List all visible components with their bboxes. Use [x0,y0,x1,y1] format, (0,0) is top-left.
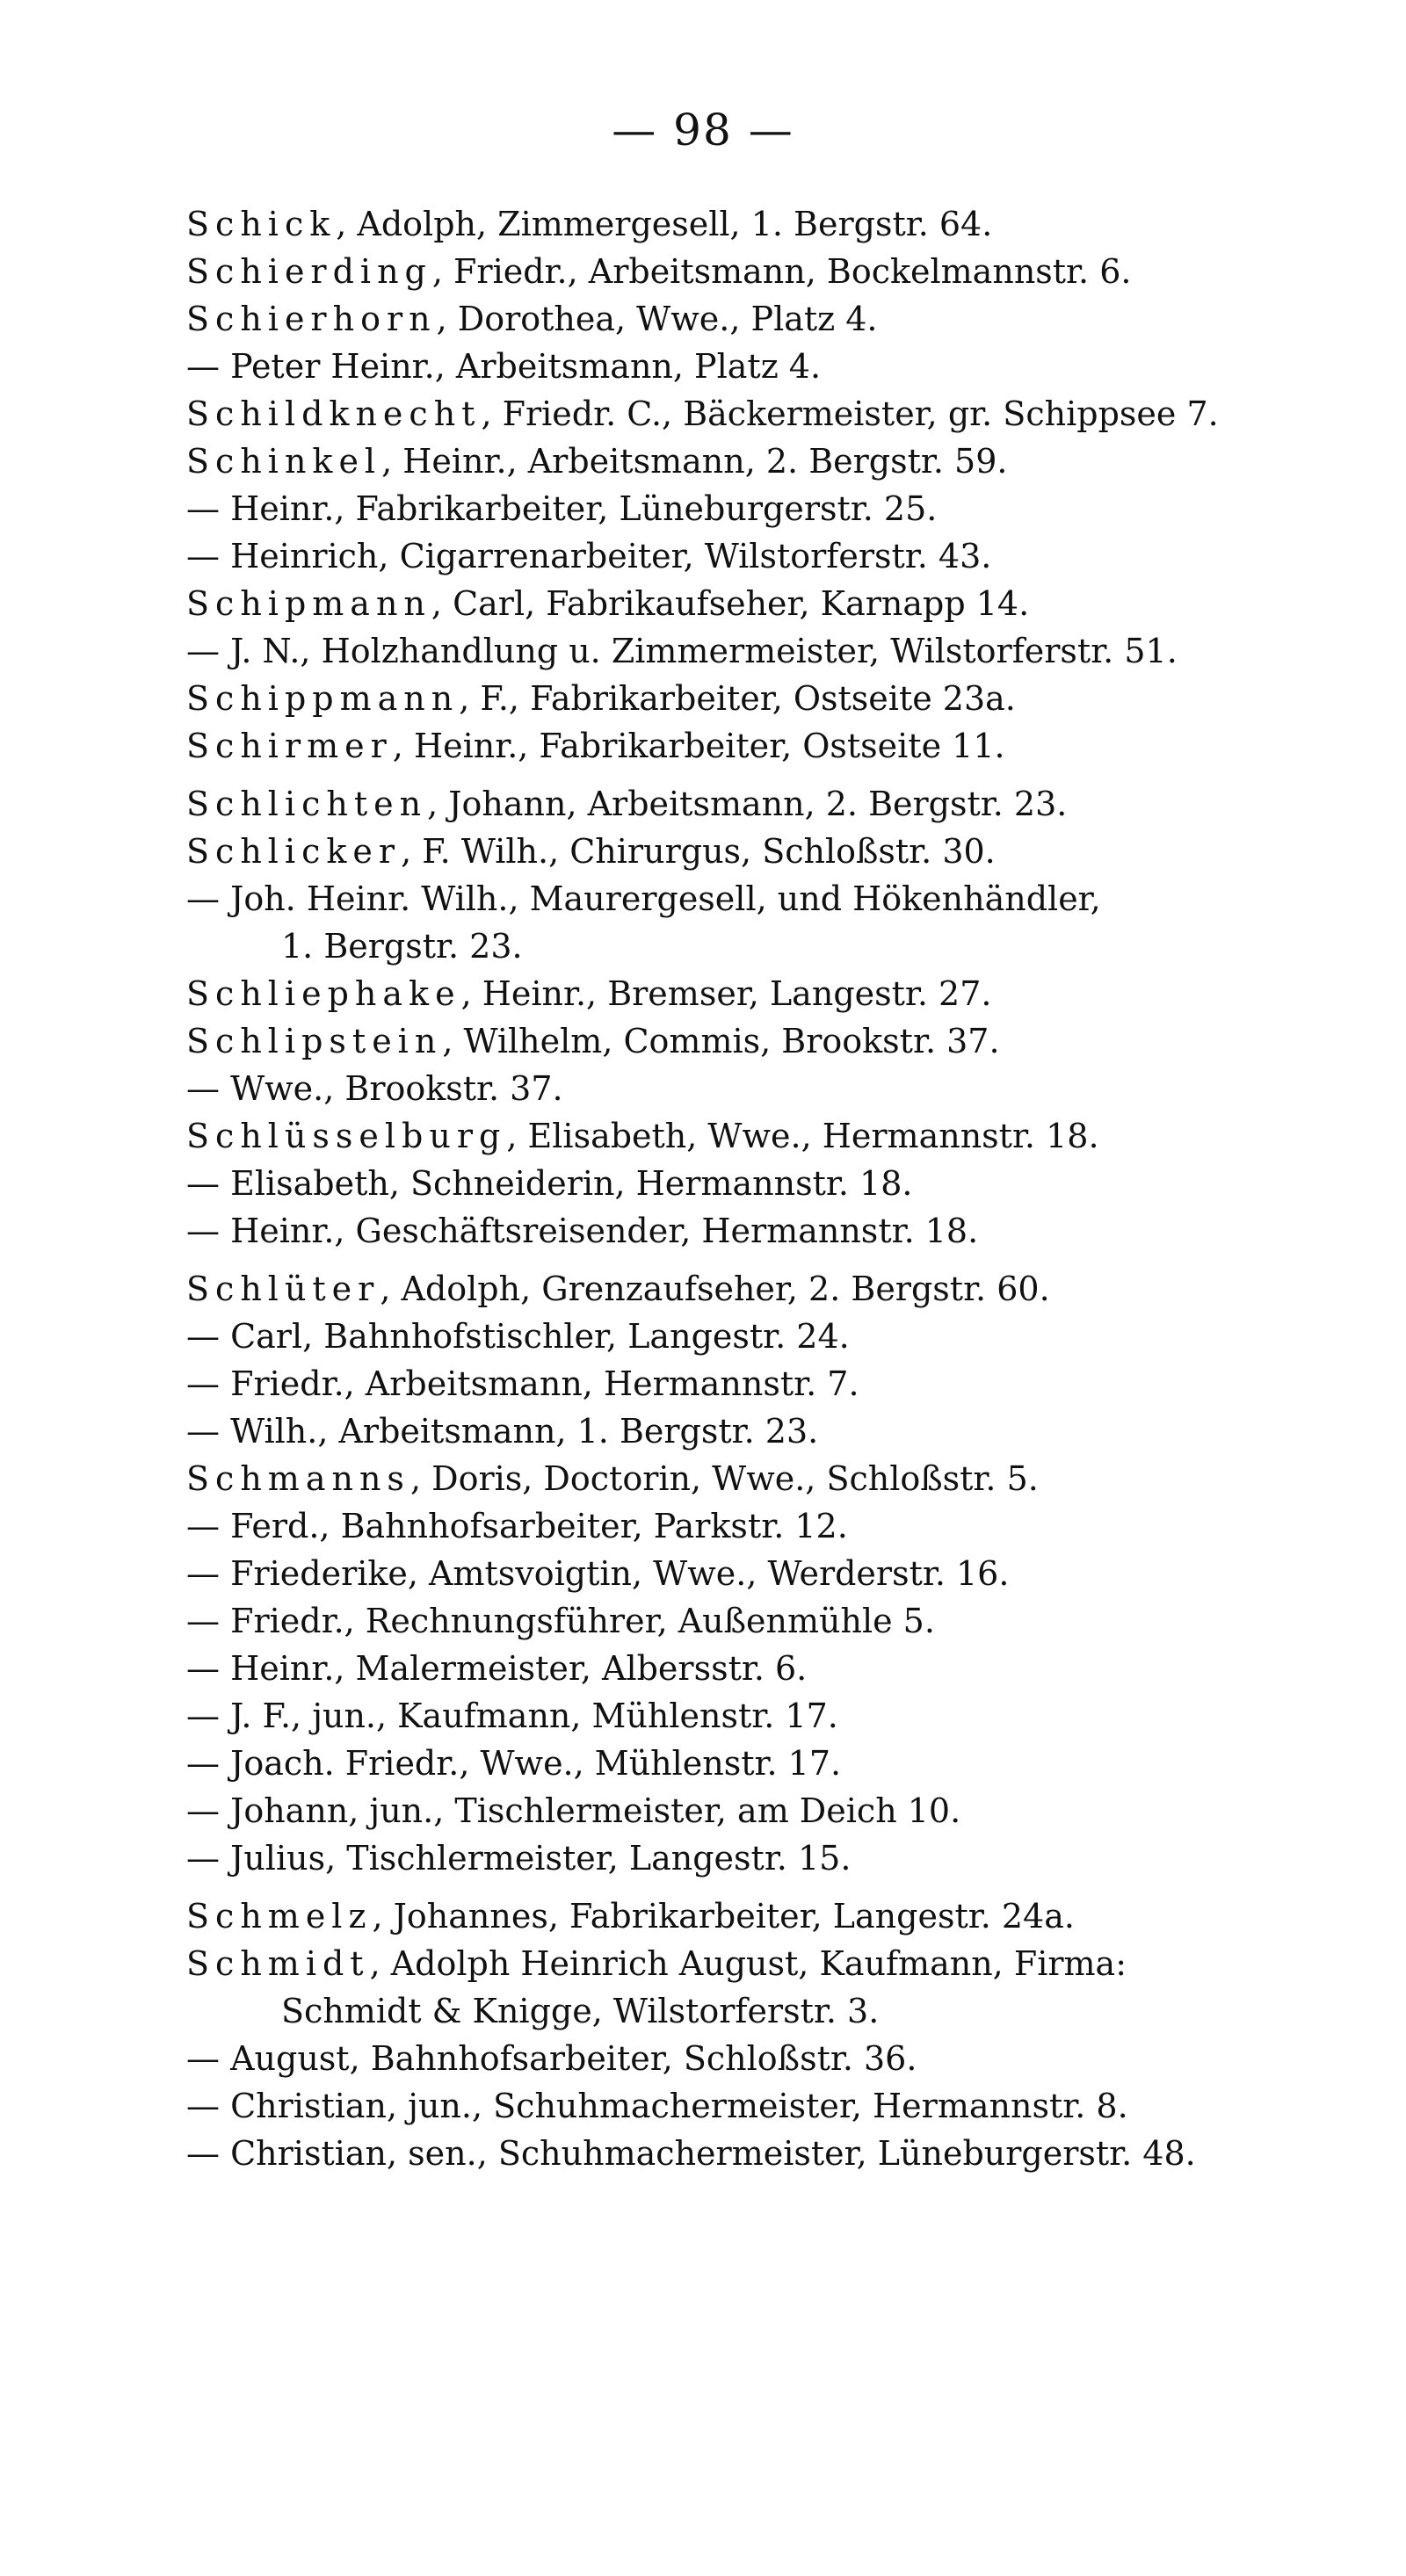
entry-schmanns-sub [186,1834,1355,1882]
entry-surname: Schmelz [186,1897,373,1936]
entry-schinkel [186,438,1355,485]
entry-schluesselburg-sub [186,1207,1355,1255]
entry-schinkel-sub [186,485,1355,532]
entry-text: , Heinr., Fabrikarbeiter, Ostseite 11. [392,727,1005,765]
entry-schipmann [186,580,1355,627]
entry-schmanns-sub [186,1550,1355,1597]
entry-surname: Schipmann [186,584,431,623]
entry-schlueter-sub [186,1313,1355,1360]
entry-schluesselburg-sub [186,1160,1355,1207]
entry-text: — Peter Heinr., Arbeitsmann, Platz 4. [186,347,822,386]
entry-text: , Friedr. C., Bäckermeister, gr. Schippsee 7. [481,394,1219,433]
entry-schlicker-sub [186,875,1355,923]
entry-text: — Friederike, Amtsvoigtin, Wwe., Werderstr. 16. [186,1554,1010,1593]
entry-text: — August, Bahnhofsarbeiter, Schloßstr. 36. [186,2039,917,2078]
entry-schmidt-continued [186,1987,1355,2035]
entry-schirmer [186,722,1355,770]
entry-surname: Schierhorn [186,300,437,338]
entry-schipmann-sub [186,627,1355,675]
entry-schierhorn-sub [186,343,1355,390]
entry-schippmann [186,675,1355,722]
entry-text: — Christian, jun., Schuhmachermeister, Hermannstr. 8. [186,2087,1128,2125]
entry-surname: Schierding [186,252,432,291]
entry-text: , Doris, Doctorin, Wwe., Schloßstr. 5. [409,1459,1039,1498]
entry-text: — Wwe., Brookstr. 37. [186,1069,563,1108]
entry-text: , Heinr., Bremser, Langestr. 27. [460,974,992,1013]
entry-schlichten [186,780,1355,828]
entry-surname: Schlichten [186,785,428,823]
entry-text: , Adolph Heinrich August, Kaufmann, Firma: [369,1944,1127,1983]
entry-schlueter-sub [186,1407,1355,1455]
entry-surname: Schlipstein [186,1022,443,1060]
entry-schierding [186,248,1355,295]
entry-schmanns-sub [186,1502,1355,1550]
entry-text: , Carl, Fabrikaufseher, Karnapp 14. [431,584,1030,623]
entry-text: — Julius, Tischlermeister, Langestr. 15. [186,1839,852,1878]
entry-text: , Friedr., Arbeitsmann, Bockelmannstr. 6. [431,252,1132,291]
entry-surname: Schildknecht [186,394,482,433]
entry-schierhorn [186,295,1355,343]
entry-surname: Schliephake [186,974,461,1013]
entry-schlicker [186,828,1355,875]
entry-text: 1. Bergstr. 23. [281,927,523,966]
entry-schlueter [186,1265,1355,1313]
entry-text: — Heinr., Geschäftsreisender, Hermannstr. 18. [186,1212,979,1250]
entry-surname: Schmanns [186,1459,410,1498]
entry-text: — Carl, Bahnhofstischler, Langestr. 24. [186,1317,850,1356]
entry-text: , Elisabeth, Wwe., Hermannstr. 18. [506,1117,1099,1155]
entry-surname: Schirmer [186,727,393,765]
entry-text: — Joh. Heinr. Wilh., Maurergesell, und Hökenhändler, [186,879,1101,918]
entry-list [186,200,1355,2177]
entry-schmanns [186,1455,1355,1502]
entry-text: — Christian, sen., Schuhmachermeister, Lüneburgerstr. 48. [186,2134,1196,2173]
entry-text: , Johannes, Fabrikarbeiter, Langestr. 24a. [372,1897,1075,1936]
entry-text: , Adolph, Zimmergesell, 1. Bergstr. 64. [336,205,993,243]
page-number: — 98 — [612,105,794,156]
entry-text: — Ferd., Bahnhofsarbeiter, Parkstr. 12. [186,1507,848,1545]
entry-text: , F. Wilh., Chirurgus, Schloßstr. 30. [401,832,996,871]
entry-schliephake [186,970,1355,1017]
entry-schmidt-sub [186,2082,1355,2130]
entry-schlueter-sub [186,1360,1355,1407]
entry-text: — Heinr., Fabrikarbeiter, Lüneburgerstr. 25. [186,489,938,528]
entry-text: — Friedr., Rechnungsführer, Außenmühle 5. [186,1602,935,1640]
entry-text: , Adolph, Grenzaufseher, 2. Bergstr. 60. [380,1270,1050,1308]
entry-text: , Johann, Arbeitsmann, 2. Bergstr. 23. [427,785,1068,823]
entry-text: , Dorothea, Wwe., Platz 4. [436,300,878,338]
entry-schmanns-sub [186,1692,1355,1740]
entry-surname: Schlüter [186,1270,380,1308]
entry-text: — Heinr., Malermeister, Albersstr. 6. [186,1649,808,1688]
entry-schmanns-sub [186,1787,1355,1834]
entry-surname: Schinkel [186,442,382,481]
entry-text: — J. N., Holzhandlung u. Zimmermeister, Wilstorferstr. 51. [186,632,1178,670]
entry-text: — Friedr., Arbeitsmann, Hermannstr. 7. [186,1364,859,1403]
entry-schmanns-sub [186,1597,1355,1645]
entry-schluesselburg [186,1112,1355,1160]
entry-surname: Schmidt [186,1944,370,1983]
entry-schmanns-sub [186,1645,1355,1692]
entry-text: — J. F., jun., Kaufmann, Mühlenstr. 17. [186,1697,838,1735]
entry-surname: Schick [186,205,337,243]
entry-schildknecht [186,390,1355,438]
entry-schmidt-sub [186,2035,1355,2082]
entry-surname: Schlüsselburg [186,1117,507,1155]
entry-text: , Heinr., Arbeitsmann, 2. Bergstr. 59. [381,442,1008,481]
entry-schmanns-sub [186,1740,1355,1787]
entry-text: , Wilhelm, Commis, Brookstr. 37. [442,1022,1000,1060]
entry-schmidt-sub [186,2130,1355,2177]
entry-schlicker-sub-continued [186,923,1355,970]
entry-schmidt [186,1940,1355,1987]
entry-schinkel-sub [186,532,1355,580]
entry-schick [186,200,1355,248]
entry-surname: Schlicker [186,832,402,871]
entry-surname: Schippmann [186,679,460,718]
entry-text: — Heinrich, Cigarrenarbeiter, Wilstorferstr. 43. [186,537,992,575]
entry-text: — Johann, jun., Tischlermeister, am Deich 10. [186,1791,961,1830]
entry-text: — Wilh., Arbeitsmann, 1. Bergstr. 23. [186,1412,819,1451]
entry-schlipstein [186,1017,1355,1065]
entry-schlipstein-sub [186,1065,1355,1112]
entry-text: — Elisabeth, Schneiderin, Hermannstr. 18. [186,1164,913,1203]
entry-text: , F., Fabrikarbeiter, Ostseite 23a. [459,679,1016,718]
entry-text: — Joach. Friedr., Wwe., Mühlenstr. 17. [186,1744,842,1783]
entry-text: Schmidt & Knigge, Wilstorferstr. 3. [281,1992,880,2030]
entry-schmelz [186,1892,1355,1940]
